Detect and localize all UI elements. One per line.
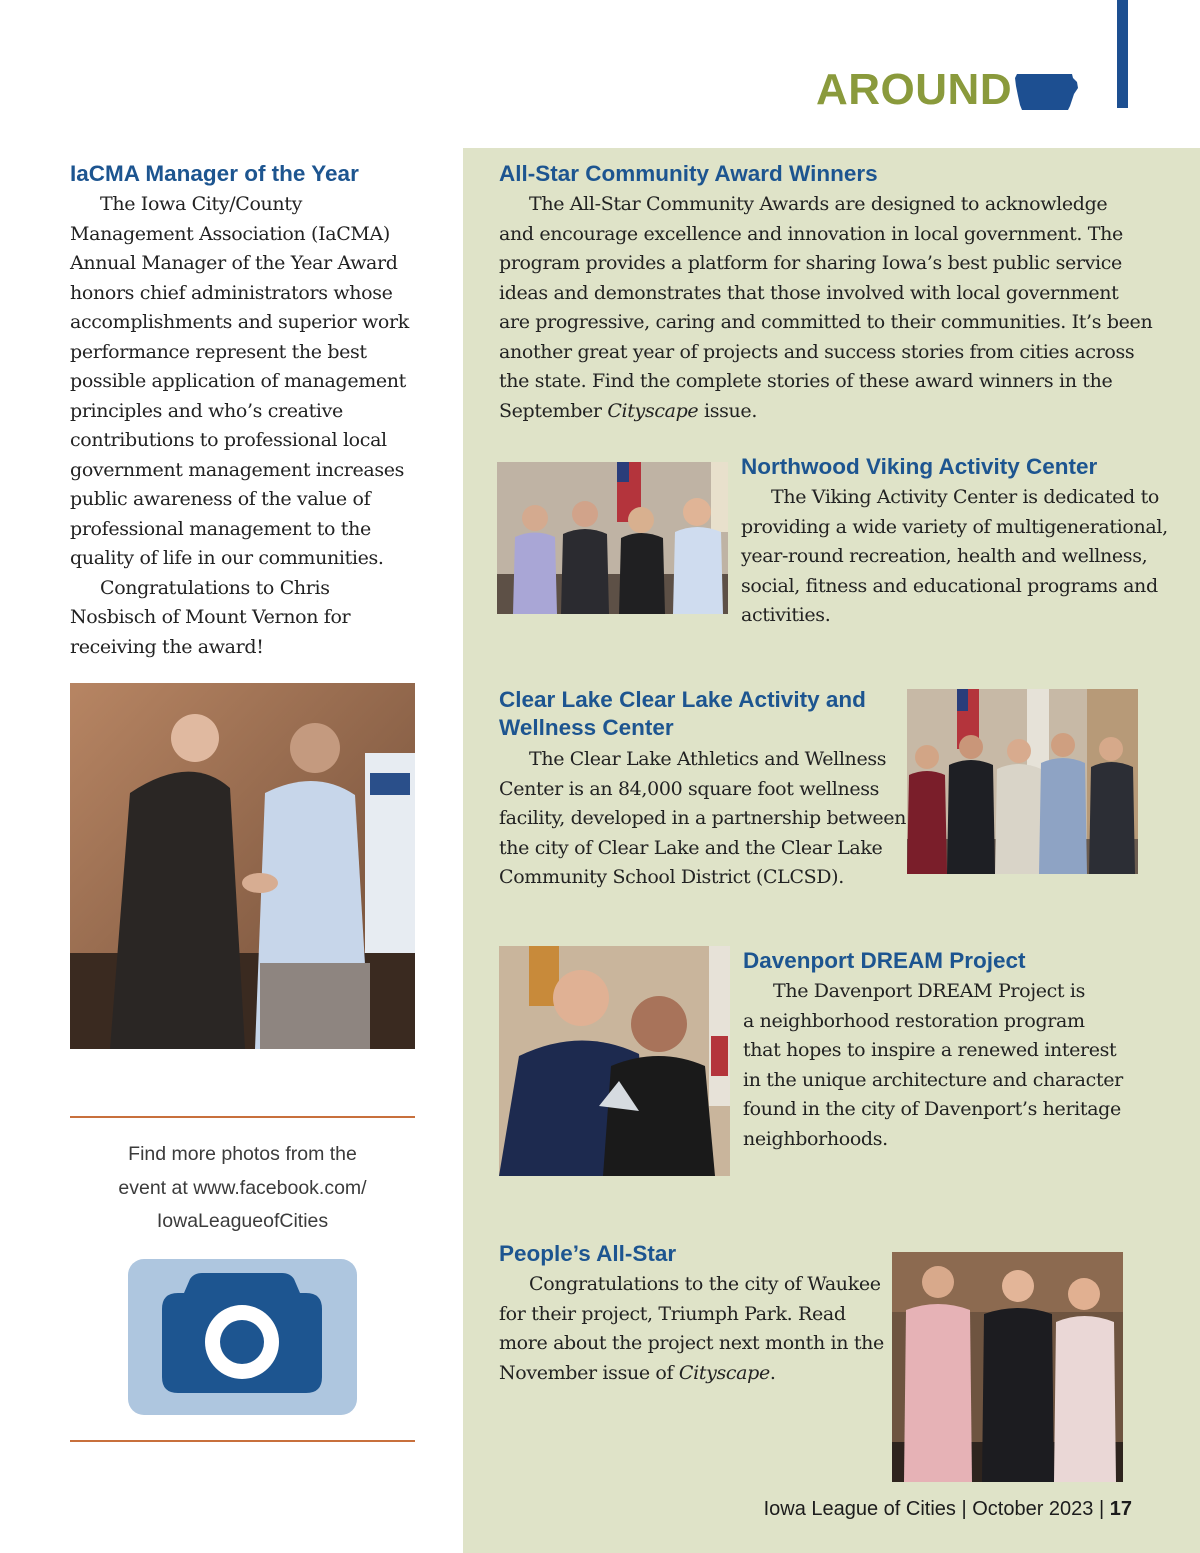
allstar-line: The All-Star Community Awards are designed to acknowledge	[529, 193, 1108, 215]
manager-heading: IaCMA Manager of the Year	[70, 161, 359, 186]
page-number: 17	[1109, 1498, 1132, 1520]
northwood-line: providing a wide variety of multigenerational,	[741, 515, 1168, 538]
divider	[70, 1440, 415, 1442]
manager-line: Annual Manager of the Year Award	[70, 252, 398, 274]
northwood-photo	[497, 462, 728, 614]
davenport-line: found in the city of Davenport’s heritage	[743, 1098, 1121, 1120]
manager-line: contributions to professional local	[70, 429, 387, 451]
allstar-line: are progressive, caring and committed to their communities. It’s been	[499, 311, 1153, 333]
people-line: Congratulations to the city of Waukee	[529, 1273, 881, 1295]
facebook-promo	[70, 1138, 415, 1239]
manager-line: Congratulations to Chris	[100, 576, 330, 599]
northwood-heading: Northwood Viking Activity Center	[741, 454, 1098, 479]
manager-line: accomplishments and superior work	[70, 311, 409, 333]
northwood-line: social, fitness and educational programs and	[741, 574, 1158, 597]
issue-date: October 2023	[972, 1498, 1094, 1520]
manager-line: Nosbisch of Mount Vernon for	[70, 606, 351, 628]
footer-separator: |	[1093, 1498, 1110, 1520]
people-line: for their project, Triumph Park. Read	[499, 1302, 846, 1325]
people-line: more about the project next month in the	[499, 1332, 884, 1354]
manager-line: performance represent the best	[70, 340, 367, 363]
manager-award-photo	[70, 683, 415, 1049]
davenport-line: a neighborhood restoration program	[743, 1009, 1085, 1032]
manager-line: public awareness of the value of	[70, 488, 371, 510]
people-text: November issue of	[499, 1361, 679, 1384]
manager-line: government management increases	[70, 458, 405, 481]
davenport-line: The Davenport DREAM Project is	[773, 980, 1086, 1002]
promo-line: Find more photos from the	[128, 1143, 357, 1165]
clearlake-line: Center is an 84,000 square foot wellness	[499, 777, 880, 800]
promo-line: event at www.facebook.com/	[118, 1176, 367, 1199]
people-line	[499, 1359, 776, 1389]
divider	[70, 1116, 415, 1118]
allstar-line: another great year of projects and success stories from cities across	[499, 340, 1135, 363]
manager-line: quality of life in our communities.	[70, 547, 384, 569]
cityscape-title: Cityscape	[607, 399, 699, 422]
header-accent-bar	[1117, 0, 1128, 108]
northwood-line: The Viking Activity Center is dedicated to	[771, 486, 1159, 508]
davenport-line: that hopes to inspire a renewed interest	[743, 1039, 1117, 1061]
allstar-line: the state. Find the complete stories of these award winners in the	[499, 370, 1113, 392]
northwood-line: year-round recreation, health and wellness,	[741, 545, 1148, 567]
section-title: AROUND	[816, 65, 1013, 114]
clearlake-photo	[907, 689, 1138, 874]
allstar-text: issue.	[698, 399, 758, 422]
davenport-line: in the unique architecture and character	[743, 1068, 1123, 1091]
camera-icon-tile	[128, 1259, 357, 1415]
manager-line: receiving the award!	[70, 635, 264, 658]
people-text: .	[769, 1361, 776, 1384]
promo-line: IowaLeagueofCities	[156, 1210, 329, 1232]
manager-line: principles and who’s creative	[70, 399, 343, 422]
davenport-photo	[499, 946, 730, 1176]
publication-name: Iowa League of Cities	[763, 1498, 956, 1520]
allstar-line: ideas and demonstrates that those involved with local government	[499, 281, 1119, 304]
northwood-line: activities.	[741, 604, 831, 626]
cityscape-title: Cityscape	[678, 1361, 770, 1384]
allstar-line: program provides a platform for sharing Iowa’s best public service	[499, 252, 1122, 274]
allstar-line: and encourage excellence and innovation in local government. The	[499, 222, 1123, 245]
allstar-line	[499, 397, 757, 427]
manager-line: honors chief administrators whose	[70, 281, 393, 304]
allstar-heading: All-Star Community Award Winners	[499, 161, 878, 186]
people-heading: People’s All-Star	[499, 1241, 677, 1266]
manager-line: The Iowa City/County	[100, 193, 302, 215]
footer-separator: |	[955, 1498, 973, 1520]
people-allstar-photo	[892, 1252, 1123, 1482]
allstar-text: September	[499, 399, 608, 422]
clearlake-line: the city of Clear Lake and the Clear Lake	[499, 836, 883, 859]
clearlake-heading-cont: Wellness Center	[499, 715, 674, 740]
davenport-heading: Davenport DREAM Project	[743, 948, 1026, 973]
davenport-line: neighborhoods.	[743, 1127, 888, 1150]
page-footer	[764, 1498, 1132, 1521]
clearlake-line: The Clear Lake Athletics and Wellness	[529, 748, 887, 770]
clearlake-line: facility, developed in a partnership between	[499, 807, 907, 829]
clearlake-heading: Clear Lake Clear Lake Activity and	[499, 687, 866, 712]
iowa-state-icon	[1014, 72, 1080, 112]
manager-line: Management Association (IaCMA)	[70, 222, 390, 245]
clearlake-line: Community School District (CLCSD).	[499, 866, 844, 888]
camera-icon	[128, 1259, 357, 1415]
manager-line: professional management to the	[70, 517, 371, 540]
manager-line: possible application of management	[70, 370, 406, 392]
